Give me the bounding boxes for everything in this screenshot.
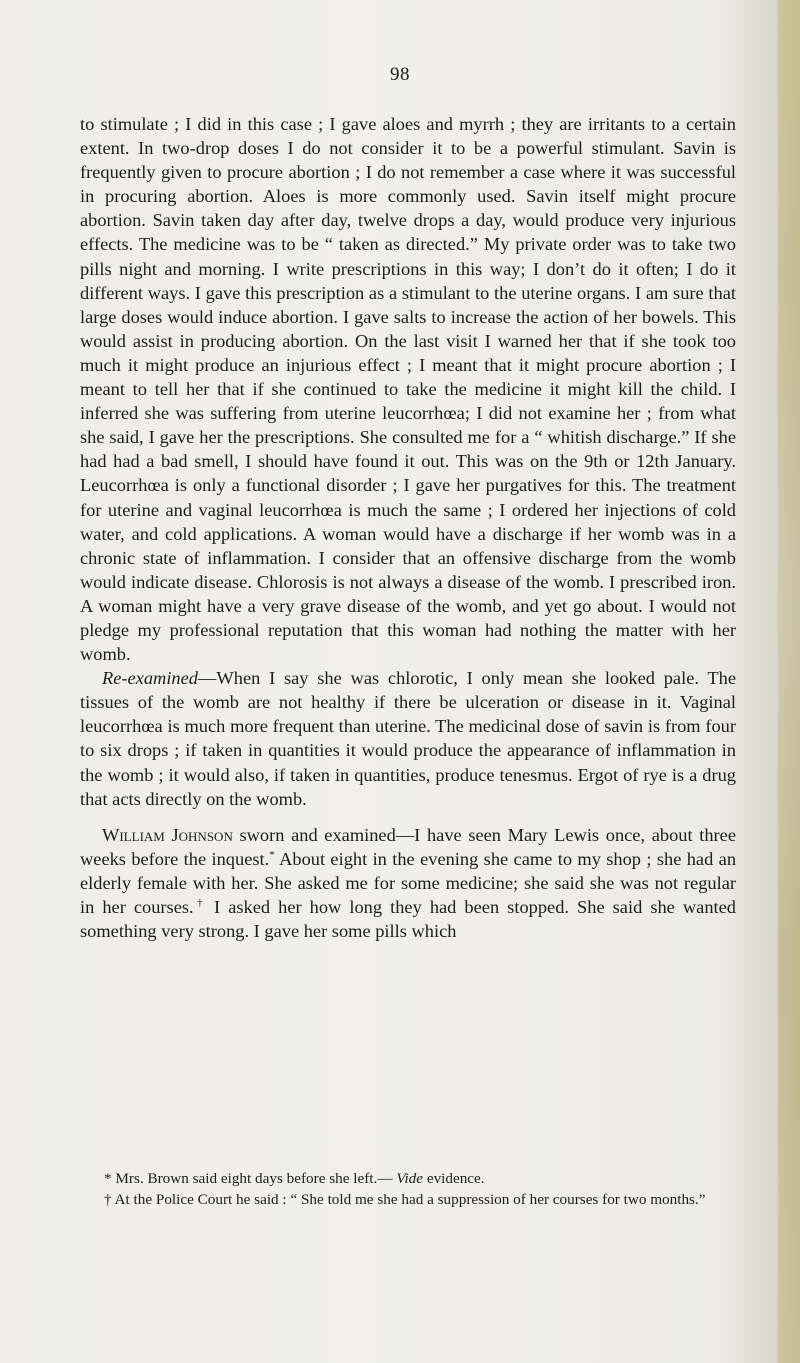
paragraph-testimony: to stimulate ; I did in this case ; I gave aloes and myrrh ; they are irritants to a certain extent. In two-drop doses I do not consider it to be a powerful stimulant. Savin is frequently given to procure abortion ; I do not remember a case where it was successful in procuring abortion. Aloes is more commonly used. Savin itself might procure abortion. Savin taken day after day, twelve drops a day, would produce very injurious effects. The medicine was to be “ taken as directed.” My private order was to take two pills night and morning. I write prescriptions in this way; I don’t do it often; I do it different ways. I gave this prescription as a stimulant to the uterine organs. I am sure that large doses would induce abortion. I gave salts to increase the action of her bowels. This would assist in producing abortion. On the last visit I warned her that if she took too much it might produce an injurious effect ; I meant that it might procure abortion ; I meant to tell her that if she continued to take the medicine it might kill the child. I inferred she was suffering from uterine leucorrhœa; I did not examine her ; from what she said, I gave her the prescriptions. She consulted me for a “ whitish discharge.” If she had had a bad smell, I should have found it out. This was on the 9th or 12th January. Leucorrhœa is only a functional disorder ; I gave her purgatives for this. The treatment for uterine and vaginal leucorrhœa is much the same ; I ordered her injections of cold water, and cold applications. A woman would have a discharge if her womb was in a chronic state of inflammation. I consider that an offensive discharge from the womb would indicate disease. Chlorosis is not always a disease of the womb. I prescribed iron. A woman might have a very grave disease of the womb, and yet go about. I would not pledge my professional reputation that this woman had nothing the matter with her womb. — [80, 114, 736, 665]
footnote-1-text: Mrs. Brown said eight days before she left.— — [111, 1170, 397, 1187]
footnotes — [80, 1168, 736, 1210]
footnote-2-text: At the Police Court he said : “ She told me she had a suppression of her courses for two months.” — [111, 1191, 706, 1208]
paragraph-re-examined — [80, 666, 736, 811]
re-examined-label: Re-examined — [102, 668, 198, 689]
footnote-1 — [80, 1168, 736, 1189]
footnote-2-mark: † — [104, 1191, 112, 1208]
johnson-text-3: I asked her how long they had been stopped. She said she wanted something very strong. I gave her some pills which — [80, 897, 736, 942]
page-number: 98 — [390, 64, 410, 85]
witness-name: William Johnson — [102, 824, 233, 845]
footnote-1-end: evidence. — [423, 1170, 485, 1187]
paragraph-william-johnson — [80, 823, 736, 943]
footnote-1-vide: Vide — [396, 1170, 424, 1187]
body-text — [80, 112, 736, 943]
re-examined-text: —When I say she was chlorotic, I only mean she looked pale. The tissues of the womb are not healthy if there be ulceration or disease in it. Vaginal leucorrhœa is much more frequent than uterine. The medicinal dose of savin is from four to six drops ; if taken in quantities it would produce the appearance of inflammation in the womb ; it would also, if taken in quantities, produce tenesmus. Ergot of rye is a drug that acts directly on the womb. — [80, 668, 736, 809]
footnote-ref-1: * — [269, 848, 275, 861]
johnson-text-1: sworn and examined—I have seen Mary Lewis once, about three weeks before the inquest. — [80, 824, 736, 869]
page-edge-stain — [778, 0, 800, 1363]
footnote-1-mark: * — [104, 1170, 112, 1187]
footnote-ref-2: † — [193, 896, 207, 909]
footnote-2 — [80, 1189, 736, 1210]
johnson-text-2: About eight in the evening she came to my shop ; she had an elderly female with her. She asked me for some medicine; she said she was not regular in her courses. — [80, 848, 737, 917]
